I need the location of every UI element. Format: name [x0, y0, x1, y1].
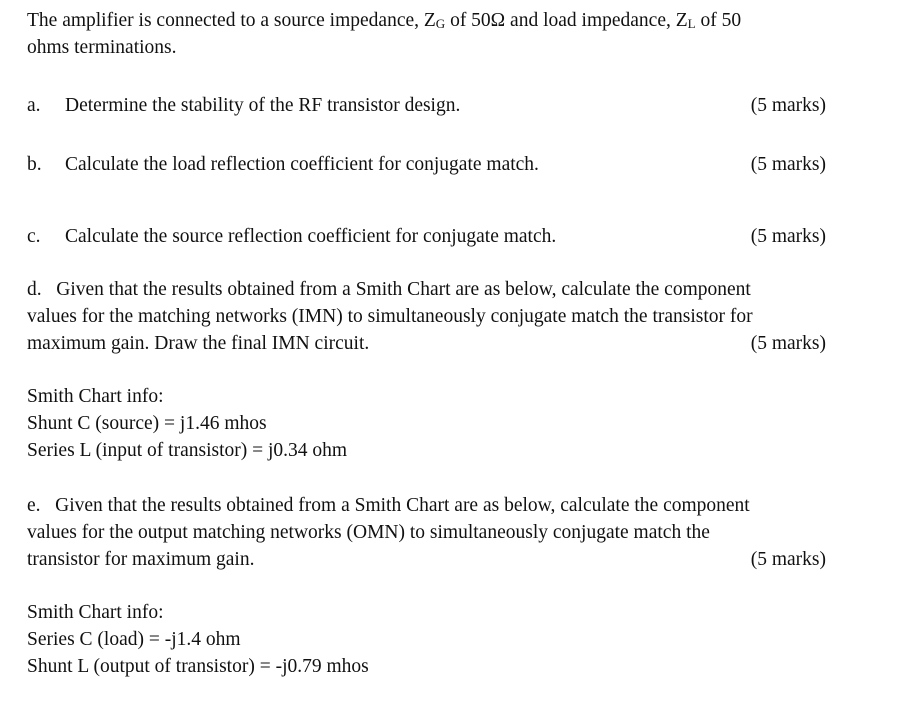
question-d-marks: (5 marks): [750, 333, 826, 354]
question-e-line-1: e. Given that the results obtained from a Smith Chart are as below, calculate the component: [27, 495, 750, 516]
intro-text-1c: of 50: [695, 10, 742, 31]
question-b: [27, 153, 539, 177]
question-a: [27, 94, 460, 118]
question-d-line-1: d. Given that the results obtained from a Smith Chart are as below, calculate the component: [27, 279, 751, 300]
smith-info-2-heading: Smith Chart info:: [27, 602, 164, 623]
question-b-letter: b.: [27, 154, 42, 175]
question-c-text: Calculate the source reflection coefficient for conjugate match.: [65, 226, 557, 247]
intro-text-1a: The amplifier is connected to a source impedance, Z: [27, 10, 436, 31]
intro-line-1: [27, 9, 741, 33]
question-a-marks: (5 marks): [750, 95, 826, 116]
question-b-marks: (5 marks): [750, 154, 826, 175]
subscript-l: L: [687, 16, 696, 31]
question-c-letter: c.: [27, 226, 41, 247]
smith-info-1-item-2: Series L (input of transistor) = j0.34 ohm: [27, 440, 348, 461]
smith-info-1-item-1: Shunt C (source) = j1.46 mhos: [27, 413, 267, 434]
question-c: [27, 225, 556, 249]
question-d-line-2: values for the matching networks (IMN) to simultaneously conjugate match the transistor for: [27, 306, 753, 327]
intro-text-1b: of 50Ω and load impedance, Z: [445, 10, 688, 31]
question-e-line-2: values for the output matching networks (OMN) to simultaneously conjugate match the: [27, 522, 710, 543]
smith-info-1-heading: Smith Chart info:: [27, 386, 164, 407]
question-d-line-3: maximum gain. Draw the final IMN circuit.: [27, 333, 370, 354]
question-e-marks: (5 marks): [750, 549, 826, 570]
intro-line-2: ohms terminations.: [27, 37, 177, 58]
smith-info-2-item-2: Shunt L (output of transistor) = -j0.79 mhos: [27, 656, 369, 677]
question-c-marks: (5 marks): [750, 226, 826, 247]
smith-info-2-item-1: Series C (load) = -j1.4 ohm: [27, 629, 241, 650]
question-a-letter: a.: [27, 95, 41, 116]
question-b-text: Calculate the load reflection coefficient for conjugate match.: [65, 154, 539, 175]
question-e-line-3: transistor for maximum gain.: [27, 549, 255, 570]
question-a-text: Determine the stability of the RF transistor design.: [65, 95, 461, 116]
subscript-g: G: [435, 16, 446, 31]
